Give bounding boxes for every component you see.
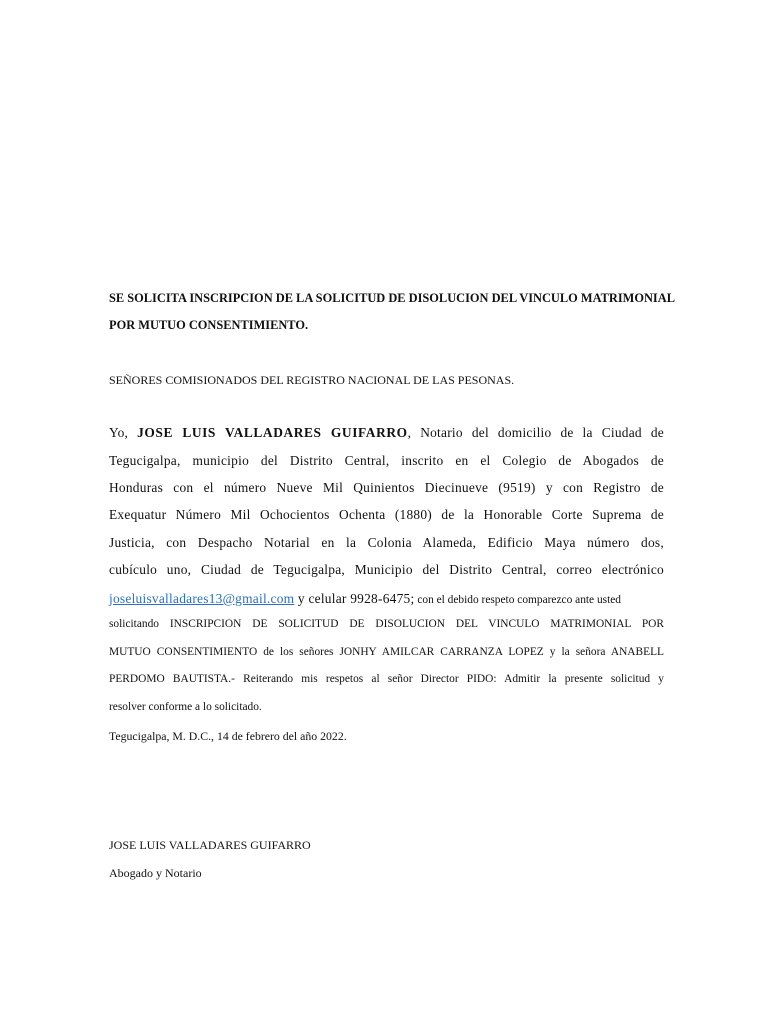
body-line-6: cubículo uno, Ciudad de Tegucigalpa, Municipio del Distrito Central, correo electrónico [109,562,664,577]
body-line-10: PERDOMO BAUTISTA.- Reiterando mis respetos al señor Director PIDO: Admitir la presente solicitud y [109,673,664,685]
body-line-1 [109,425,664,441]
place-date: Tegucigalpa, M. D.C., 14 de febrero del año 2022. [109,729,347,743]
signature-role: Abogado y Notario [109,866,202,880]
body-line-1-rest: , Notario del domicilio de la Ciudad de [407,425,664,440]
body-line-8: solicitando INSCRIPCION DE SOLICITUD DE DISOLUCION DEL VINCULO MATRIMONIAL POR [109,618,664,630]
body-line-11: resolver conforme a lo solicitado. [109,701,262,713]
document-title-line-2: POR MUTUO CONSENTIMIENTO. [109,318,309,332]
notary-name: JOSE LUIS VALLADARES GUIFARRO [137,425,408,440]
email-link[interactable]: joseluisvalladares13@gmail.com [109,591,295,606]
document-title-line-1: SE SOLICITA INSCRIPCION DE LA SOLICITUD DE DISOLUCION DEL VINCULO MATRIMONIAL [109,291,675,305]
signature-name: JOSE LUIS VALLADARES GUIFARRO [109,838,311,852]
body-line-7 [109,590,664,608]
phone-text: y celular 9928-6475; [294,591,415,606]
body-line-2: Tegucigalpa, municipio del Distrito Central, inscrito en el Colegio de Abogados de [109,453,664,468]
addressee: SEÑORES COMISIONADOS DEL REGISTRO NACIONAL DE LAS PESONAS. [109,373,515,387]
body-line-4: Exequatur Número Mil Ochocientos Ochenta (1880) de la Honorable Corte Suprema de [109,507,664,522]
body-line-9: MUTUO CONSENTIMIENTO de los señores JONHY AMILCAR CARRANZA LOPEZ y la señora ANABELL [109,646,664,658]
body-line-5: Justicia, con Despacho Notarial en la Colonia Alameda, Edificio Maya número dos, [109,535,664,550]
body-line-3: Honduras con el número Nueve Mil Quinientos Diecinueve (9519) y con Registro de [109,480,664,495]
body-line-7-rest: con el debido respeto comparezco ante usted [414,594,621,606]
body-prefix: Yo, [109,425,129,440]
